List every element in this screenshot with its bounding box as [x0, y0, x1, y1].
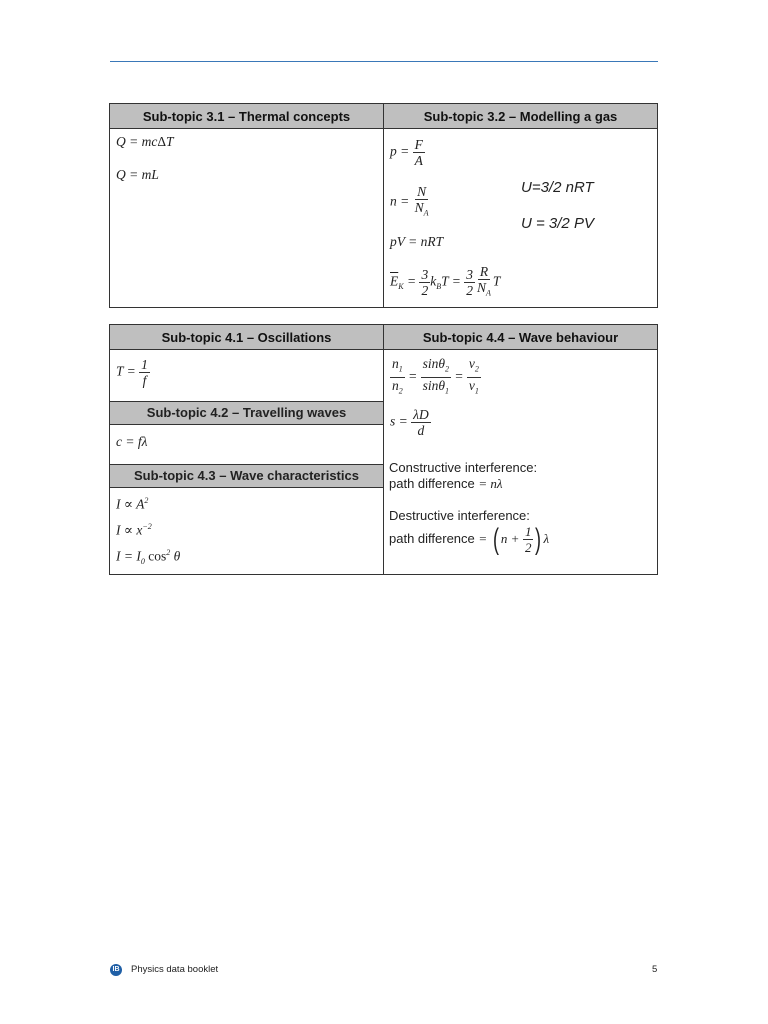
eq-moles: n = $\frac{N}{N_A}$: [390, 184, 429, 218]
eq-q-ml: Q = mL: [116, 167, 159, 182]
cell-modelling-gas: [384, 129, 658, 308]
destructive-equation: path difference = ( n + $\frac{1}{2}$ ) λ: [389, 522, 550, 556]
handwritten-u-pv: U = 3/2 PV: [521, 215, 594, 232]
ib-logo-icon: IB: [110, 964, 122, 976]
header-subtopic-3-2: Sub-topic 3.2 – Modelling a gas: [384, 104, 658, 129]
eq-intensity-amplitude: $I \propto A^2$: [116, 496, 149, 512]
eq-intensity-distance: $I \propto x^{-2}$: [116, 522, 152, 538]
eq-malus-law: $I = I_0$ $\cos^2 \theta$: [116, 548, 181, 567]
header-subtopic-4-1: Sub-topic 4.1 – Oscillations: [110, 325, 384, 350]
page-number: 5: [652, 964, 658, 975]
eq-period: T = $\frac{1}{f}$: [116, 357, 148, 388]
footer-title: Physics data booklet: [131, 964, 219, 975]
header-subtopic-4-2: Sub-topic 4.2 – Travelling waves: [110, 401, 383, 425]
eq-wave-speed: c = fλ: [116, 434, 148, 449]
constructive-equation: path difference = nλ: [389, 476, 503, 491]
eq-ideal-gas: pV = nRT: [390, 234, 444, 249]
cell-wave-behaviour: [384, 350, 658, 575]
eq-q-mc-delta-t: Q = mcΔT: [116, 134, 174, 149]
header-subtopic-3-1: Sub-topic 3.1 – Thermal concepts: [110, 104, 384, 129]
constructive-label: Constructive interference:: [389, 460, 538, 475]
handwritten-u-nrt: U=3/2 nRT: [521, 179, 594, 196]
cell-thermal-concepts: [110, 129, 384, 308]
eq-pressure: p = $\frac{F}{A}$: [390, 137, 423, 168]
eq-kinetic-energy: $\overline{E}_K$ = $\frac{3}{2}$ $k_BT$ = $\frac{3}{2}$ $\frac{R}{N_A}$ T: [390, 264, 501, 298]
table-oscillations-waves: [109, 324, 658, 575]
table-thermal-gas: [109, 103, 658, 308]
header-subtopic-4-4: Sub-topic 4.4 – Wave behaviour: [384, 325, 658, 350]
cell-left-column: [110, 350, 384, 575]
top-rule: [110, 61, 658, 62]
eq-snells-law: $\frac{n_1}{n_2}$ = $\frac{\sin\theta_2}{\sin\theta_1}$ = $\frac{v_2}{v_1}$: [392, 356, 479, 396]
header-subtopic-4-3: Sub-topic 4.3 – Wave characteristics: [110, 464, 383, 488]
destructive-label: Destructive interference:: [389, 508, 530, 523]
eq-double-slit: s = $\frac{\lambda D}{d}$: [390, 407, 429, 438]
